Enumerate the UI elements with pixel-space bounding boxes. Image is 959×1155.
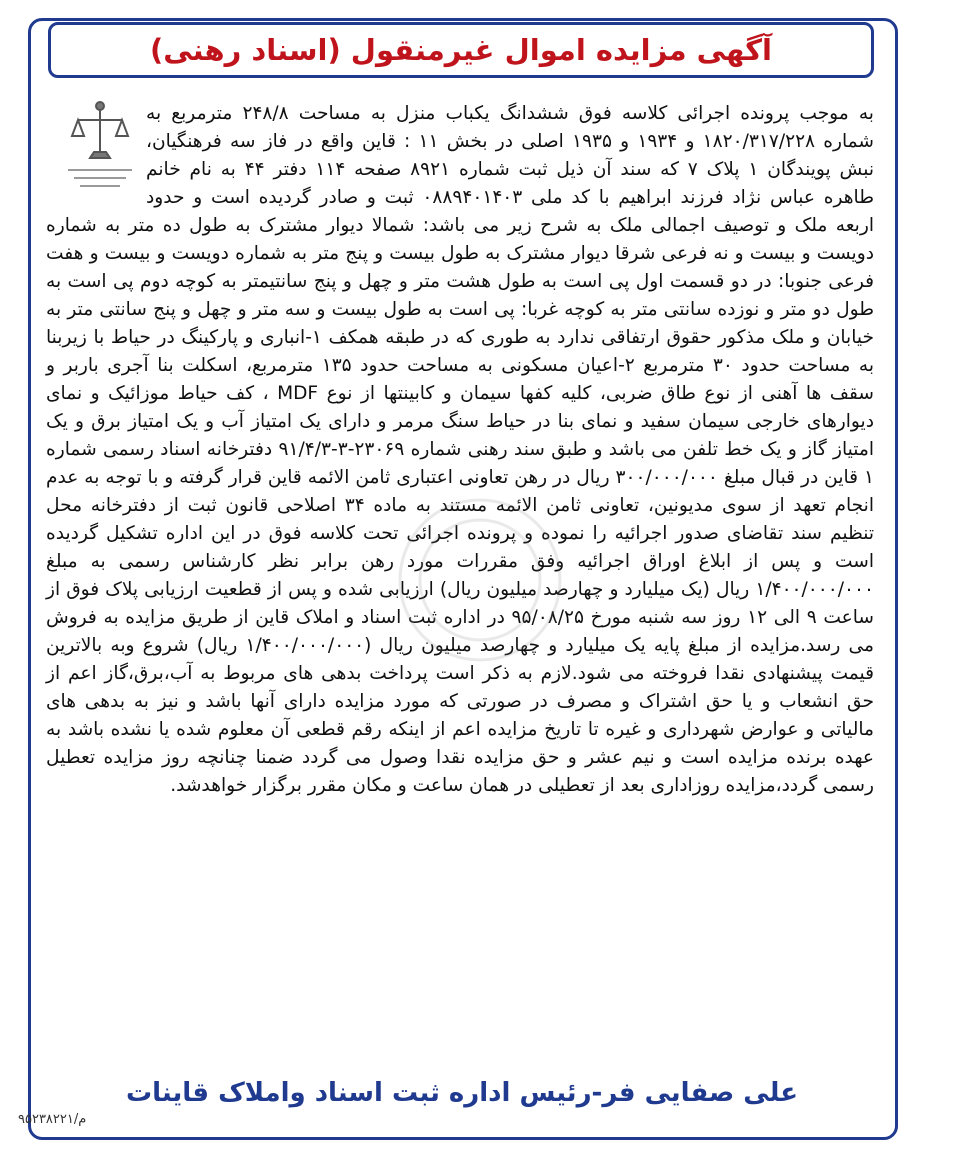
notice-body <box>46 100 874 800</box>
notice-title: آگهی مزایده اموال غیرمنقول (اسناد رهنی) <box>150 33 772 67</box>
signature-line: علی صفایی فر-رئیس اداره ثبت اسناد واملاک قاینات <box>126 1078 798 1108</box>
emblem-space <box>46 100 146 200</box>
title-box <box>48 22 874 78</box>
notice-code: م/۹۵۲۳۸۲۲۱ <box>18 1112 87 1127</box>
notice-body-text: به موجب پرونده اجرائی کلاسه فوق ششدانگ یکباب منزل به مساحت ۲۴۸/۸ مترمربع به شماره ۱۸۲۰/۳۱۷/۲۲۸ و ۱۹۳۴ و ۱۹۳۵ اصلی در بخش ۱۱ : قاین واقع در فاز سه فرهنگیان، نبش پویندگان ۱ پلاک ۷ که سند آن ذیل ثبت شماره ۸۹۲۱ صفحه ۱۱۴ دفتر ۴۴ به نام خانم طاهره عباس نژاد فرزند ابراهیم با کد ملی ۰۸۸۹۴۰۱۴۰۳ ثبت و صادر گردیده است و حدود اربعه ملک و توصیف اجمالی ملک به شرح زیر می باشد: شمالا دیوار مشترک به طول ده متر به شماره دویست و بیست و نه فرعی شرقا دیوار مشترک به طول بیست و پنج متر به شماره دویست و بیست و هفت فرعی جنوبا: در دو قسمت اول پی است به طول هشت متر و چهل و پنج سانتیمتر به کوچه دوم پی است به طول دو متر و نوزده سانتی متر به کوچه غربا: پی است به طول بیست و سه متر و چهل و پنج سانتی متر به خیابان و ملک مذکور حقوق ارتفاقی ندارد به طوری که در طبقه همکف ۱-انباری و پارکینگ در حیاط با زیربنا به مساحت حدود ۳۰ مترمربع ۲-اعیان مسکونی به مساحت حدود ۱۳۵ مترمربع، اسکلت بنا آجری باربر و سقف ها آهنی از نوع طاق ضربی، کلیه کفها سیمان و کابینتها از نوع MDF ، کف حیاط موزائیک و نمای دیوارهای خارجی سیمان سفید و نمای بنا در حیاط سنگ مرمر و دارای یک امتیاز آب و یک امتیاز برق و یک امتیاز گاز و یک خط تلفن می باشد و طبق سند رهنی شماره ۲۳۰۶۹-۳-۹۱/۴/۳ دفترخانه اسناد رسمی شماره ۱ قاین در قبال مبلغ ۳۰۰/۰۰۰/۰۰۰ ریال در رهن تعاونی اعتباری ثامن الائمه قاین قرار گرفته و با توجه به عدم انجام تعهد از سوی مدیونین، تعاونی ثامن الائمه مستند به ماده ۳۴ اصلاحی قانون ثبت از دفترخانه محل تنظیم سند تقاضای صدور اجرائیه را نموده و پرونده اجرائی تحت کلاسه فوق در این اداره تشکیل گردیده است و پس از ابلاغ اوراق اجرائیه وفق مقررات مورد رهن برابر نظر کارشناس رسمی به مبلغ ۱/۴۰۰/۰۰۰/۰۰۰ ریال (یک میلیارد و چهارصد میلیون ریال) ارزیابی شده و پس از قطعیت ارزیابی پلاک فوق از ساعت ۹ الی ۱۲ روز سه شنبه مورخ ۹۵/۰۸/۲۵ در اداره ثبت اسناد و املاک قاین از طریق مزایده به فروش می رسد.مزایده از مبلغ پایه یک میلیارد و چهارصد میلیون ریال (۱/۴۰۰/۰۰۰/۰۰۰ ریال) شروع وبه بالاترین قیمت پیشنهادی نقدا فروخته می شود.لازم به ذکر است پرداخت بدهی های مربوط به آب،برق،گاز اعم از حق انشعاب و یا حق اشتراک و مصرف در صورتی که مورد مزایده دارای آنها باشد و نیز به بدهی های مالیاتی و عوارض شهرداری و غیره تا تاریخ مزایده اعم از اینکه رقم قطعی آن معلوم شده یا نشده باشد به عهده برنده مزایده است و نیم عشر و حق مزایده نقدا وصول می گردد ضمنا چنانچه روز مزایده تعطیل رسمی گردد،مزایده روزاداری بعد از تعطیلی در همان ساعت و مکان مقرر برگزار خواهدشد. <box>46 103 875 796</box>
